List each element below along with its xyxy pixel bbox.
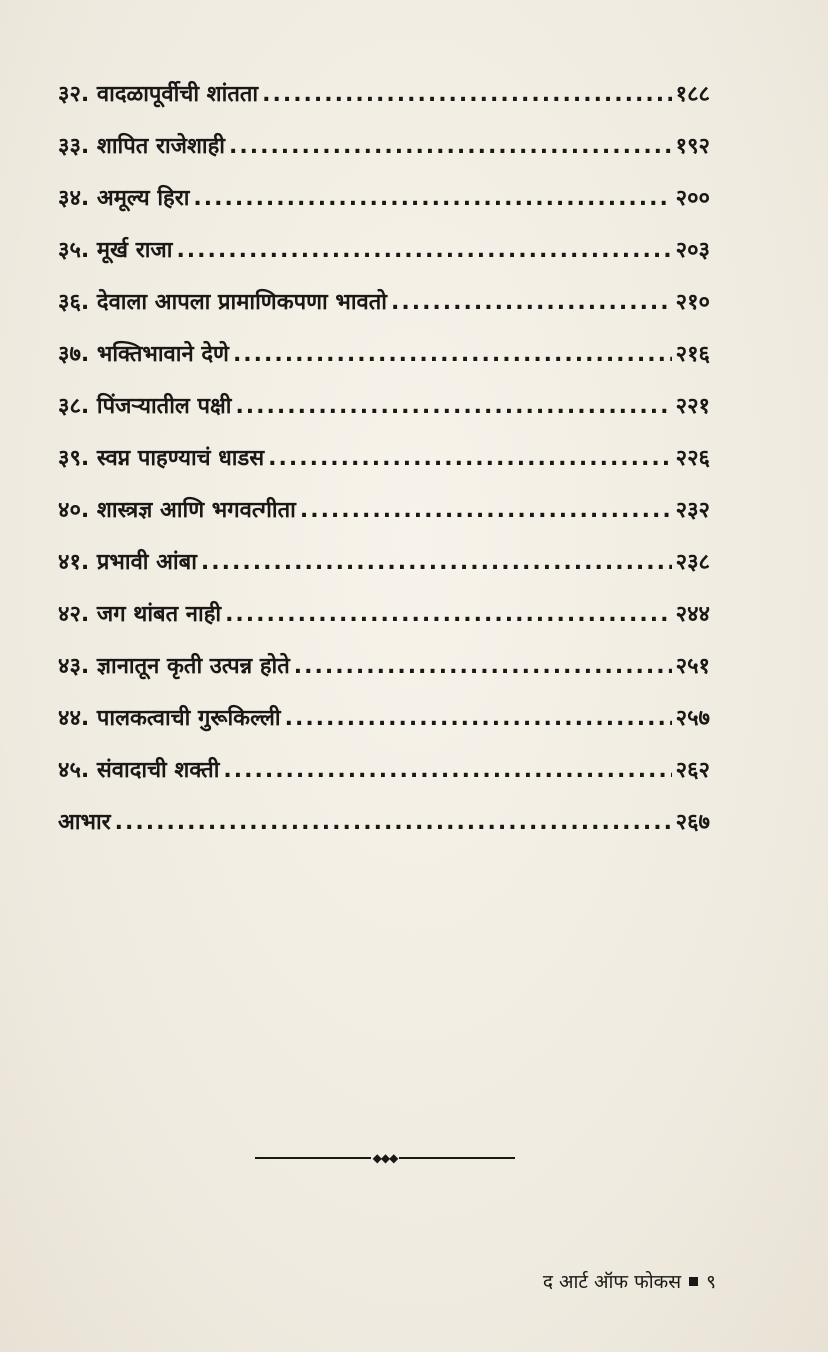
toc-entry-title: ३५. मूर्ख राजा xyxy=(58,238,173,263)
dot-leader xyxy=(201,550,672,575)
toc-entry-title: ३२. वादळापूर्वीची शांतता xyxy=(58,82,259,107)
toc-entry-page: २१६ xyxy=(675,342,710,367)
dot-leader xyxy=(176,238,671,263)
dot-leader xyxy=(391,290,672,315)
toc-entry-title: ३९. स्वप्न पाहण्याचं धाडस xyxy=(58,446,265,471)
toc-entry-title: ३३. शापित राजेशाही xyxy=(58,134,226,159)
toc-entry-title: ३६. देवाला आपला प्रामाणिकपणा भावतो xyxy=(58,290,387,315)
divider-line-left xyxy=(255,1157,371,1159)
dot-leader xyxy=(115,810,672,835)
toc-entry xyxy=(58,234,710,286)
divider-line-right xyxy=(399,1157,515,1159)
dot-leader xyxy=(229,134,672,159)
toc-entry-page: २०३ xyxy=(675,238,710,263)
page-footer xyxy=(543,1268,716,1294)
ornament-divider xyxy=(255,1152,515,1164)
toc-entry xyxy=(58,390,710,442)
toc-entry-title: ४०. शास्त्रज्ञ आणि भगवत्गीता xyxy=(58,498,296,523)
dot-leader xyxy=(262,82,672,107)
toc-entry xyxy=(58,546,710,598)
toc-entry xyxy=(58,598,710,650)
toc-entry xyxy=(58,806,710,858)
toc-entry-title: ४१. प्रभावी आंबा xyxy=(58,550,197,575)
toc-entry-title: ३४. अमूल्य हिरा xyxy=(58,186,190,211)
toc-entry-title: ३७. भक्तिभावाने देणे xyxy=(58,342,229,367)
dot-leader xyxy=(225,602,672,627)
toc-entry-title: ४३. ज्ञानातून कृती उत्पन्न होते xyxy=(58,654,290,679)
toc-entry xyxy=(58,494,710,546)
toc-entry-page: २३८ xyxy=(675,550,710,575)
toc-entry xyxy=(58,754,710,806)
toc-entry xyxy=(58,130,710,182)
toc-entry xyxy=(58,702,710,754)
toc-entry-page: २५१ xyxy=(675,654,710,679)
diamond-ornament-icon: ◆◆◆ xyxy=(372,1151,398,1165)
toc-entry-page: २४४ xyxy=(675,602,710,627)
toc-entry-title: ४४. पालकत्वाची गुरूकिल्ली xyxy=(58,706,281,731)
dot-leader xyxy=(235,394,671,419)
toc-entry-page: २५७ xyxy=(675,706,710,731)
dot-leader xyxy=(268,446,672,471)
dot-leader xyxy=(285,706,672,731)
toc-entry-page: २२६ xyxy=(675,446,710,471)
toc-entry-page: २१० xyxy=(675,290,710,315)
toc-entry-title: आभार xyxy=(58,810,111,835)
toc-entry-title: ४२. जग थांबत नाही xyxy=(58,602,222,627)
toc-entry-page: २०० xyxy=(675,186,710,211)
toc-entry-page: १८८ xyxy=(675,82,710,107)
dot-leader xyxy=(223,758,671,783)
toc-entry-page: २६७ xyxy=(675,810,710,835)
toc-entry xyxy=(58,78,710,130)
footer-book-title: द आर्ट ऑफ फोकस xyxy=(542,1271,682,1293)
toc-entry-page: २६२ xyxy=(675,758,710,783)
toc-entry xyxy=(58,182,710,234)
toc-entry xyxy=(58,286,710,338)
toc-entry xyxy=(58,650,710,702)
toc-entry-page: २३२ xyxy=(675,498,710,523)
dot-leader xyxy=(193,186,671,211)
toc-entry-title: ३८. पिंजऱ्यातील पक्षी xyxy=(58,394,232,419)
square-bullet-icon xyxy=(689,1277,698,1286)
toc-entry-page: १९२ xyxy=(675,134,710,159)
toc-entry xyxy=(58,338,710,390)
toc-entry-title: ४५. संवादाची शक्ती xyxy=(58,758,220,783)
toc-entry xyxy=(58,442,710,494)
dot-leader xyxy=(233,342,672,367)
dot-leader xyxy=(294,654,672,679)
table-of-contents xyxy=(58,78,710,858)
toc-entry-page: २२१ xyxy=(675,394,710,419)
dot-leader xyxy=(300,498,672,523)
footer-page-number: ९ xyxy=(706,1271,716,1293)
